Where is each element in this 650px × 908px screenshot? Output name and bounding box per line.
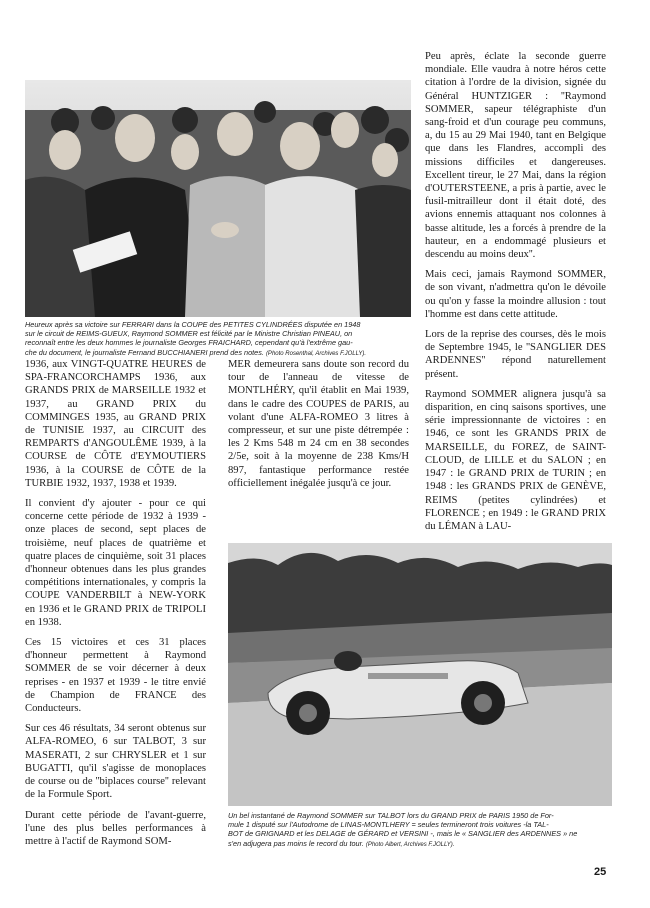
paragraph: Mais ceci, jamais Raymond SOMMER, de son vivant, n'admettra qu'on le dévoile ou qu'on y fasse la moindre allusion : tout l'homme est dans cette attitude. <box>425 269 606 320</box>
text-column-middle <box>228 358 409 497</box>
photo-credit: (Photo Albert, Archives F.JOLLY). <box>365 841 455 848</box>
photo-crowd-celebration <box>25 80 411 317</box>
caption-line: Heureux après sa victoire sur FERRARI dans la COUPE des PETITES CYLINDRÉES disputée en 1948 <box>25 320 361 329</box>
photo-credit: (Photo Rosenthal, Archives F.JOLLY). <box>265 350 367 357</box>
caption-line: Un bel instantané de Raymond SOMMER sur TALBOT lors du GRAND PRIX de PARIS 1950 de For- <box>228 811 554 820</box>
text-column-left <box>25 358 206 855</box>
caption-line: mule 1 disputé sur l'Autodrome de LINAS-MONTLHERY = seules termineront trois voitures -la TAL- <box>228 820 549 830</box>
photo-race-car <box>228 543 612 806</box>
paragraph: Peu après, éclate la seconde guerre mondiale. Elle vaudra à notre héros cette citation à l'ordre de la division, signée du Général HUNTZIGER : ''Raymond SOMMER, sapeur télégraphiste d'un sang-froid et d'un courage peu communs, a, du 15 au 29 Mai 1940, tant en Belgique que dans les Flandres, accompli des missions difficiles et dangereuses. Excellent tireur, le 27 Mai, dans la région d'OUTERSTEENE, a pris à partie, avec le fusil-mitrailleur dont il était doté, des avions ennemis attaquant nos colonnes à basse altitude, les a forcés à prendre de la hauteur, en a endommagé plusieurs et descendu au moins deux''. <box>425 51 606 261</box>
caption-line: reconnaît entre les deux hommes le journaliste Georges FRAICHARD, cependant qu'à l'extrême gau- <box>25 338 353 348</box>
page-number: 25 <box>594 866 607 878</box>
caption-line: sur le circuit de REIMS-GUEUX, Raymond SOMMER est félicité par le Ministre Christian PINEAU, on <box>25 329 353 339</box>
photo-top-caption <box>25 320 415 359</box>
caption-line: che du document, le journaliste Fernand BUCCHIANERI prend des notes. (Photo Rosenthal, Archives F.JOLLY). <box>25 347 367 357</box>
paragraph: Sur ces 46 résultats, 34 seront obtenus sur ALFA-ROMEO, 6 sur TALBOT, 3 sur MASERATI, 2 sur CHRYSLER et 1 sur BUGATTI, qu'il s'agisse de monoplaces de course ou de ''biplaces course'' relevant de la Formule Sport. <box>25 723 206 801</box>
crowd-photo-image <box>25 80 411 317</box>
text-column-right <box>425 50 606 533</box>
paragraph: Ces 15 victoires et ces 31 places d'honneur permettent à Raymond SOMMER de se voir décerner à deux reprises - en 1937 et 1939 - le titre envié de Champion de FRANCE des Conducteurs. <box>25 637 206 715</box>
paragraph: 1936, aux VINGT-QUATRE HEURES de SPA-FRANCORCHAMPS 1936, aux GRANDS PRIX de MARSEILLE 1932 et 1937, au GRAND PRIX du COMMINGES 1935, au GRAND PRIX de TUNISIE 1937, au CIRCUIT des REMPARTS d'ANGOULÊME 1939, à la COURSE de CÔTE d'EYMOUTIERS 1936, à la COURSE de CÔTE de la TURBIE 1932, 1937, 1938 et 1939. <box>25 359 206 489</box>
race-car-photo-image <box>228 543 612 806</box>
paragraph: Il convient d'y ajouter - pour ce qui concerne cette période de 1932 à 1939 - onze places de second, sept places de troisième, neuf places de quatrième et quatre places de cinquième, soit 31 places d'honneur obtenues dans les plus grandes compétitions internationales, y compris la COUPE VANDERBILT à NEW-YORK en 1936 et le GRAND PRIX de TRIPOLI en 1938. <box>25 498 206 628</box>
paragraph: MER demeurera sans doute son record du tour de l'anneau de vitesse de MONTLHÉRY, qu'il établit en Mai 1939, dans le cadre des COUPES de PARIS, au volant d'une ALFA-ROMEO 3 litres à compresseur, et sur une piste détrempée : les 2 Kms 548 m 24 cm en 38 secondes 2/5e, soit à la moyenne de 238 Kms/H 897, fantastique performance restée officiellement inégalée jusqu'à ce jour. <box>228 359 409 489</box>
paragraph: Durant cette période de l'avant-guerre, l'une des plus belles performances à mettre à l'actif de Raymond SOM- <box>25 809 206 847</box>
caption-line: BOT de GRIGNARD et les DELAGE de GÉRARD et VERSINI -, mais le « SANGLIER des ARDENNES » ne <box>228 829 578 839</box>
paragraph: Lors de la reprise des courses, dès le mois de Septembre 1945, le ''SANGLIER DES ARDENNES'' répond naturellement présent. <box>425 329 606 380</box>
caption-line: s'en adjugera pas moins le record du tour. (Photo Albert, Archives F.JOLLY). <box>228 838 455 848</box>
photo-bottom-caption <box>228 811 614 850</box>
paragraph: Raymond SOMMER alignera jusqu'à sa disparition, en cinq saisons sportives, une série impressionnante de victoires : en 1946, ce sont les GRANDS PRIX de MARSEILLE, du FOREZ, de SAINT-CLOUD, de LILLE et du SALON ; en 1947 : le GRAND PRIX de TURIN ; en 1948 : les GRANDS PRIX de GENÈVE, REIMS (petites cylindrées) et FLORENCE ; en 1949 : le GRAND PRIX du LÉMAN à LAU- <box>425 388 606 532</box>
